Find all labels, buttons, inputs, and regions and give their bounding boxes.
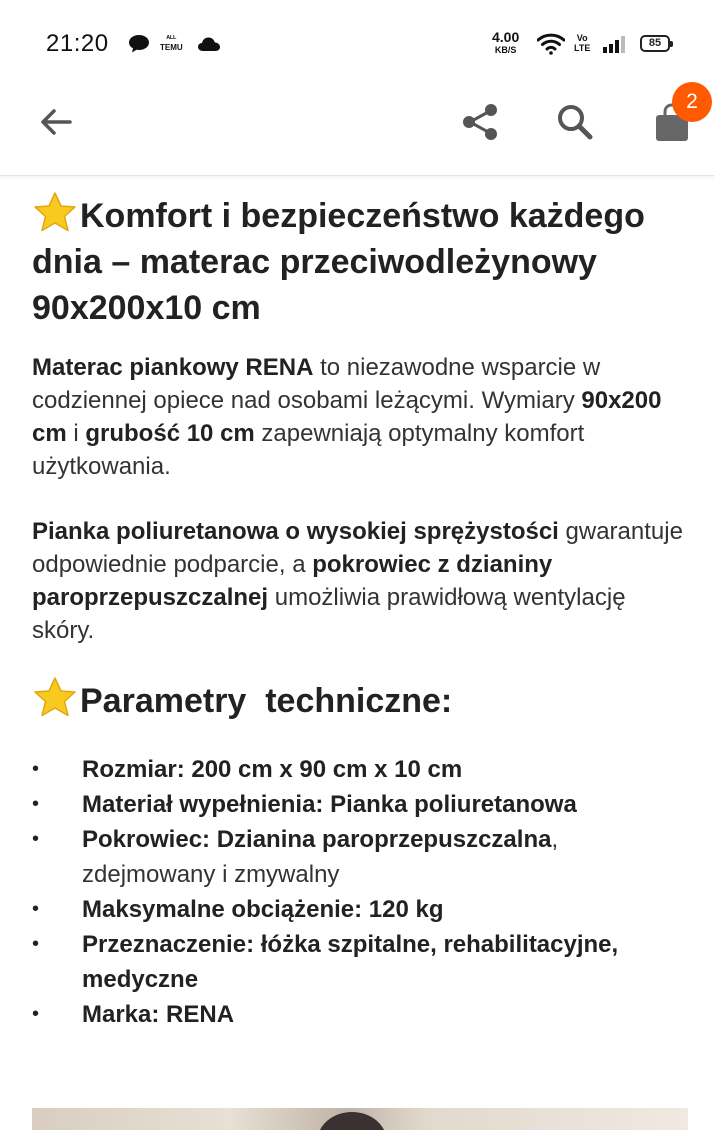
spec-item: • Przeznaczenie: łóżka szpitalne, rehabilitacyjne, medyczne xyxy=(32,927,692,997)
product-title: Komfort i bezpieczeństwo każdego dnia – materac przeciwodleżynowy 90x200x10 cm xyxy=(32,192,692,331)
spec-item: • Pokrowiec: Dzianina paroprzepuszczalna, zdejmowany i zmywalny xyxy=(32,822,692,892)
app-bar xyxy=(0,80,714,176)
description-paragraph-1: Materac piankowy RENA to niezawodne wsparcie w codziennej opiece nad osobami leżącymi. Wymiary 90x200 cm i grubość 10 cm zapewniają optymalny komfort użytkowania. xyxy=(32,354,662,480)
product-description xyxy=(32,192,692,1032)
cart-count-badge: 2 xyxy=(672,82,712,122)
battery-icon: 85 xyxy=(640,35,670,52)
product-image-person xyxy=(317,1112,387,1130)
volte-icon: Vo LTE xyxy=(574,33,591,53)
star-emoji-icon xyxy=(32,677,78,717)
share-icon xyxy=(460,102,500,142)
product-image[interactable] xyxy=(32,1108,688,1130)
chat-bubble-icon xyxy=(128,34,150,54)
signal-icon xyxy=(602,35,628,53)
spec-item: • Maksymalne obciążenie: 120 kg xyxy=(32,892,692,927)
spec-item: • Rozmiar: 200 cm x 90 cm x 10 cm xyxy=(32,752,692,787)
back-button[interactable] xyxy=(32,98,80,146)
specs-list xyxy=(32,752,692,1032)
search-button[interactable] xyxy=(551,98,599,146)
status-time: 21:20 xyxy=(46,30,109,57)
specs-heading: Parametry techniczne: xyxy=(32,677,692,724)
temu-icon: ᴬᴸᴸ TEMU xyxy=(160,34,183,52)
spec-item: • Materiał wypełnienia: Pianka poliuretanowa xyxy=(32,787,692,822)
cloud-icon xyxy=(197,36,221,52)
share-button[interactable] xyxy=(456,98,504,146)
network-speed: 4.00 KB/S xyxy=(492,29,520,55)
description-paragraph-2: Pianka poliuretanowa o wysokiej sprężystości gwarantuje odpowiednie podparcie, a pokrowiec z dzianiny paroprzepuszczalnej umożliwia prawidłową wentylację skóry. xyxy=(32,518,683,644)
status-bar xyxy=(0,0,714,80)
search-icon xyxy=(555,102,595,142)
wifi-icon xyxy=(537,33,565,55)
spec-item: • Marka: RENA xyxy=(32,997,692,1032)
back-arrow-icon xyxy=(38,104,74,140)
star-emoji-icon xyxy=(32,192,78,232)
